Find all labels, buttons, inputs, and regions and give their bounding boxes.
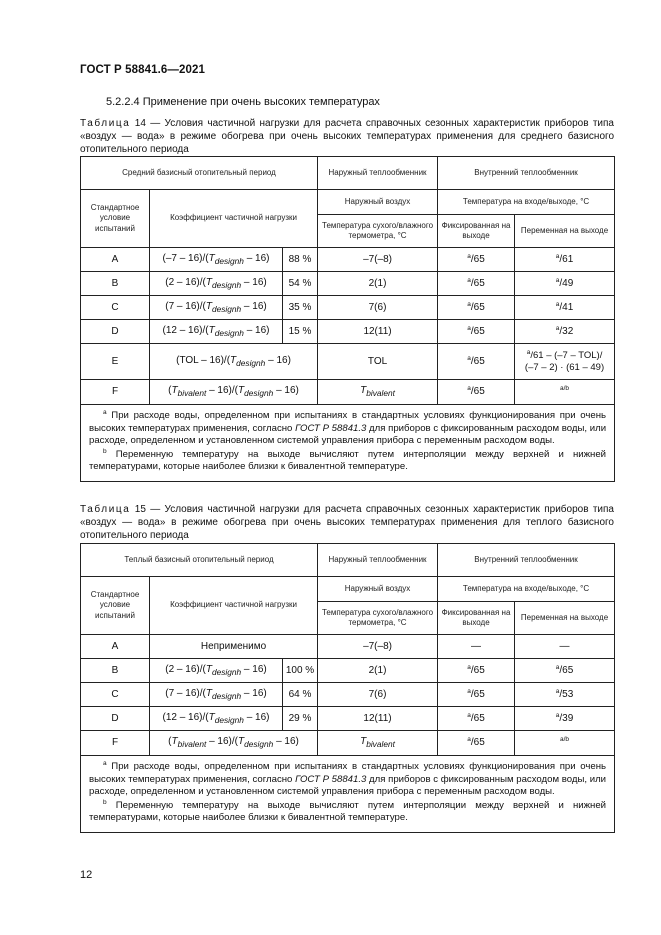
outdoor-temp-cell: $T_{bivalent}$ xyxy=(318,731,438,756)
table-row xyxy=(81,731,615,756)
condition-cell: D xyxy=(81,320,150,344)
percent-cell: 54 % xyxy=(283,272,318,296)
table-14-temp-in-out-header: Температура на входе/выходе, °С xyxy=(438,190,615,215)
fixed-outlet-cell: $^a$/65 xyxy=(438,296,515,320)
footnote-a: $^a$ При расходе воды, определенном при испытаниях в стандартных условиях функционирования при очень высоких температурах применения, согласно ГОСТ Р 58841.3 для приборов с фиксированным расходом воды, или расходе, определенном и установленном системой управления прибора с переменным расходом воды. xyxy=(89,409,607,447)
variable-outlet-cell: — xyxy=(515,635,615,659)
outdoor-temp-cell: 7(6) xyxy=(318,296,438,320)
formula-cell: Неприменимо xyxy=(150,635,318,659)
variable-outlet-cell: a/b xyxy=(515,380,615,405)
table-15-caption-text: 15 — Условия частичной нагрузки для расчета справочных сезонных характеристик приборов типа «воздух — вода» в режиме обогрева при очень высоких температурах применения для теплого базисного отопительного периода xyxy=(80,504,614,541)
fixed-outlet-cell: $^a$/65 xyxy=(438,707,515,731)
table-14-outdoor-hx-header: Наружный теплообменник xyxy=(318,157,438,190)
footnote-a: $^a$ При расходе воды, определенном при испытаниях в стандартных условиях функционирования при очень высоких температурах применения, согласно ГОСТ Р 58841.3 для приборов с фиксированным расходом воды, или расходе, определенном и установленном системой управления прибора с переменным расходом воды. xyxy=(89,760,607,798)
formula-cell: $(2 - 16)/(T_{designh} - 16)$ xyxy=(150,659,283,683)
document-header: ГОСТ Р 58841.6—2021 xyxy=(80,64,205,76)
formula-cell: $(7 - 16)/(T_{designh} - 16)$ xyxy=(150,683,283,707)
table-15-outdoor-air-header: Наружный воздух xyxy=(318,577,438,602)
condition-cell: C xyxy=(81,296,150,320)
table-row xyxy=(81,707,615,731)
percent-cell: 88 % xyxy=(283,248,318,272)
condition-cell: F xyxy=(81,380,150,405)
percent-cell: 64 % xyxy=(283,683,318,707)
formula-cell: $(TOL - 16)/(T_{designh} - 16)$ xyxy=(150,344,318,380)
table-15 xyxy=(80,543,615,833)
table-15-fixed-out-header: Фиксированная на выходе xyxy=(438,602,515,635)
table-14-caption-text: 14 — Условия частичной нагрузки для расчета справочных сезонных характеристик приборов типа «воздух — вода» в режиме обогрева при очень высоких температурах применения для среднего базисного отопительного периода xyxy=(80,118,614,155)
outdoor-temp-cell: 12(11) xyxy=(318,320,438,344)
formula-cell: $(7 - 16)/(T_{designh} - 16)$ xyxy=(150,296,283,320)
table-row xyxy=(81,272,615,296)
table-14-caption-label: Таблица xyxy=(80,118,131,129)
fixed-outlet-cell: — xyxy=(438,635,515,659)
outdoor-temp-cell: TOL xyxy=(318,344,438,380)
table-15-outdoor-hx-header: Наружный теплообменник xyxy=(318,544,438,577)
table-row xyxy=(81,635,615,659)
fixed-outlet-cell: $^a$/65 xyxy=(438,320,515,344)
table-14-notes xyxy=(81,405,615,482)
table-14 xyxy=(80,156,615,482)
percent-cell: 100 % xyxy=(283,659,318,683)
variable-outlet-cell: $^a$/53 xyxy=(515,683,615,707)
formula-cell: $(-7 - 16)/(T_{designh} - 16)$ xyxy=(150,248,283,272)
table-14-caption xyxy=(80,117,614,156)
condition-cell: B xyxy=(81,659,150,683)
outdoor-temp-cell: $T_{bivalent}$ xyxy=(318,380,438,405)
variable-outlet-cell: a/b xyxy=(515,731,615,756)
table-15-caption-label: Таблица xyxy=(80,504,131,515)
formula-cell: $(T_{bivalent} - 16)/(T_{designh} - 16)$ xyxy=(150,380,318,405)
fixed-outlet-cell: $^a$/65 xyxy=(438,248,515,272)
table-15-notes xyxy=(81,756,615,833)
variable-outlet-cell: $^a$/49 xyxy=(515,272,615,296)
condition-cell: E xyxy=(81,344,150,380)
table-15-dry-wet-header: Температура сухого/влажного термометра, °С xyxy=(318,602,438,635)
percent-cell: 35 % xyxy=(283,296,318,320)
table-15-period-header: Теплый базисный отопительный период xyxy=(81,544,318,577)
fixed-outlet-cell: $^a$/65 xyxy=(438,344,515,380)
table-14-indoor-hx-header: Внутренний теплообменник xyxy=(438,157,615,190)
table-row xyxy=(81,380,615,405)
percent-cell: 29 % xyxy=(283,707,318,731)
table-14-dry-wet-header: Температура сухого/влажного термометра, °С xyxy=(318,215,438,248)
condition-cell: D xyxy=(81,707,150,731)
table-14-variable-out-header: Переменная на выходе xyxy=(515,215,615,248)
outdoor-temp-cell: 2(1) xyxy=(318,272,438,296)
condition-cell: F xyxy=(81,731,150,756)
table-15-indoor-hx-header: Внутренний теплообменник xyxy=(438,544,615,577)
percent-cell: 15 % xyxy=(283,320,318,344)
variable-outlet-cell: $^a$/32 xyxy=(515,320,615,344)
table-15-caption xyxy=(80,503,614,542)
variable-outlet-cell: $^a$/61 – (–7 – TOL)/ (–7 – 2) · (61 – 49) xyxy=(515,344,615,380)
condition-cell: B xyxy=(81,272,150,296)
condition-cell: C xyxy=(81,683,150,707)
table-14-std-condition-header: Стандартное условие испытаний xyxy=(81,190,150,248)
footnote-b: $^b$ Переменную температуру на выходе вычисляют путем интерполяции между верхней и нижней температурами, которые наиболее близки к бивалентной температуре. xyxy=(89,798,607,824)
variable-outlet-cell: $^a$/41 xyxy=(515,296,615,320)
table-row xyxy=(81,296,615,320)
table-row xyxy=(81,683,615,707)
variable-outlet-cell: $^a$/65 xyxy=(515,659,615,683)
fixed-outlet-cell: $^a$/65 xyxy=(438,731,515,756)
formula-cell: $(T_{bivalent} - 16)/(T_{designh} - 16)$ xyxy=(150,731,318,756)
fixed-outlet-cell: $^a$/65 xyxy=(438,683,515,707)
table-row xyxy=(81,248,615,272)
condition-cell: A xyxy=(81,635,150,659)
table-15-coef-header: Коэффициент частичной нагрузки xyxy=(150,577,318,635)
variable-outlet-cell: $^a$/39 xyxy=(515,707,615,731)
table-14-coef-header: Коэффициент частичной нагрузки xyxy=(150,190,318,248)
outdoor-temp-cell: 12(11) xyxy=(318,707,438,731)
fixed-outlet-cell: $^a$/65 xyxy=(438,659,515,683)
condition-cell: A xyxy=(81,248,150,272)
table-row xyxy=(81,344,615,380)
table-14-outdoor-air-header: Наружный воздух xyxy=(318,190,438,215)
table-row xyxy=(81,320,615,344)
outdoor-temp-cell: –7(–8) xyxy=(318,635,438,659)
section-title: 5.2.2.4 Применение при очень высоких температурах xyxy=(106,96,380,108)
formula-cell: $(12 - 16)/(T_{designh} - 16)$ xyxy=(150,707,283,731)
page-number: 12 xyxy=(80,869,93,881)
fixed-outlet-cell: $^a$/65 xyxy=(438,380,515,405)
outdoor-temp-cell: 7(6) xyxy=(318,683,438,707)
table-15-std-condition-header: Стандартное условие испытаний xyxy=(81,577,150,635)
footnote-b: $^b$ Переменную температуру на выходе вычисляют путем интерполяции между верхней и нижней температурами, которые наиболее близки к бивалентной температуре. xyxy=(89,447,607,473)
table-14-period-header: Средний базисный отопительный период xyxy=(81,157,318,190)
formula-cell: $(2 - 16)/(T_{designh} - 16)$ xyxy=(150,272,283,296)
fixed-outlet-cell: $^a$/65 xyxy=(438,272,515,296)
formula-cell: $(12 - 16)/(T_{designh} - 16)$ xyxy=(150,320,283,344)
table-row xyxy=(81,659,615,683)
table-14-fixed-out-header: Фиксированная на выходе xyxy=(438,215,515,248)
outdoor-temp-cell: 2(1) xyxy=(318,659,438,683)
outdoor-temp-cell: –7(–8) xyxy=(318,248,438,272)
table-15-variable-out-header: Переменная на выходе xyxy=(515,602,615,635)
table-15-temp-in-out-header: Температура на входе/выходе, °С xyxy=(438,577,615,602)
variable-outlet-cell: $^a$/61 xyxy=(515,248,615,272)
